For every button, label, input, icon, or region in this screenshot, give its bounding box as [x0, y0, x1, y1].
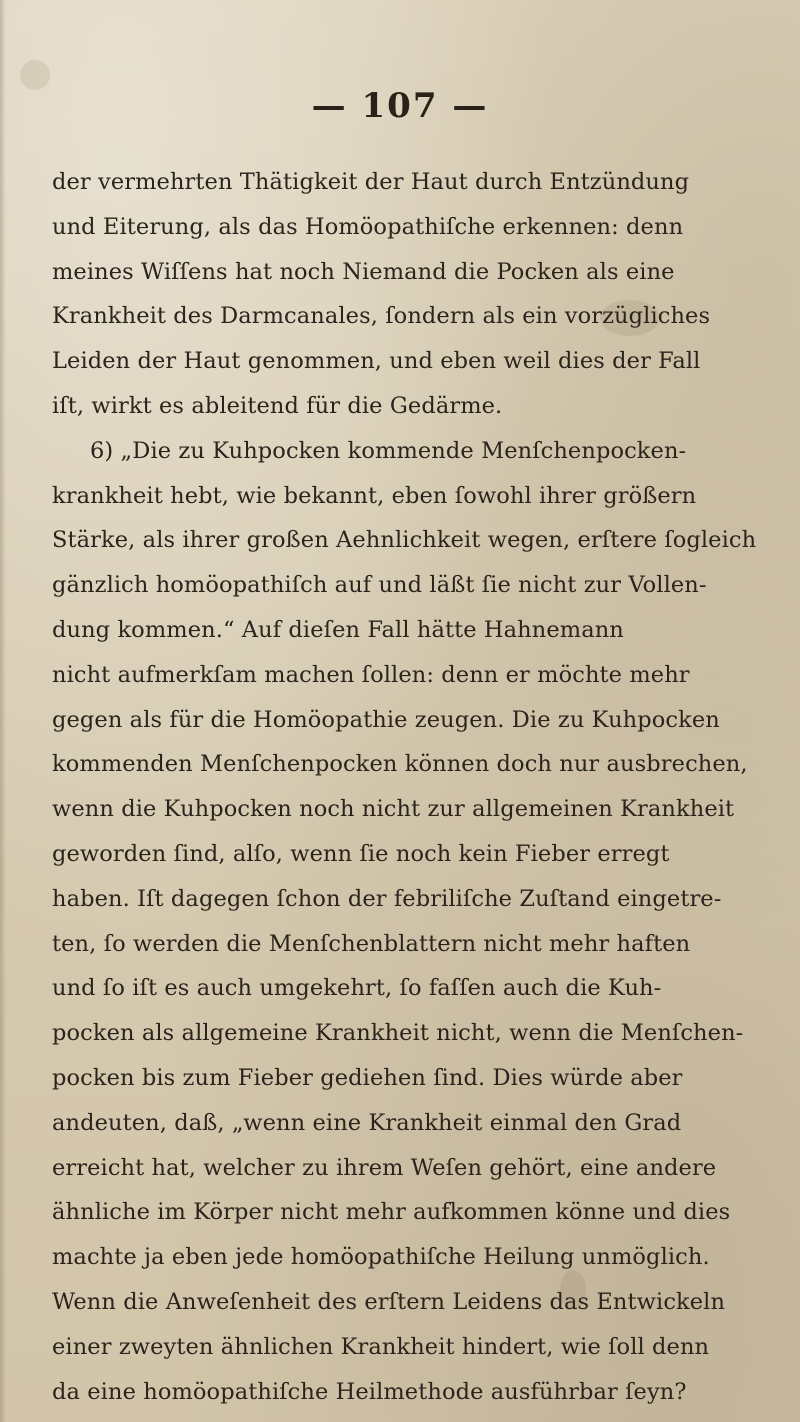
text-line: iſt, wirkt es ableitend für die Gedärme.	[52, 392, 503, 419]
text-line: gegen als für die Homöopathie zeugen. Die zu Kuhpocken	[52, 706, 720, 733]
text-line: 6) „Die zu Kuhpocken kommende Menſchenpocken-	[90, 437, 687, 464]
text-line: wenn die Kuhpocken noch nicht zur allgemeinen Krankheit	[52, 796, 735, 823]
body-text	[52, 160, 757, 1414]
text-line: gänzlich homöopathiſch auf und läßt ſie nicht zur Vollen-	[52, 572, 707, 599]
text-line: Stärke, als ihrer großen Aehnlichkeit wegen, erſtere ſogleich	[52, 527, 757, 554]
page-gutter-shadow	[0, 0, 6, 1422]
text-line: ähnliche im Körper nicht mehr aufkommen könne und dies	[52, 1199, 731, 1226]
text-line: da eine homöopathiſche Heilmethode ausführbar ſeyn?	[52, 1378, 687, 1405]
text-line: einer zweyten ähnlichen Krankheit hindert, wie ſoll denn	[52, 1333, 710, 1360]
text-line: haben. Iſt dagegen ſchon der febriliſche Zuſtand eingetre-	[52, 885, 722, 912]
text-line: und Eiterung, als das Homöopathiſche erkennen: denn	[52, 213, 684, 240]
text-line: dung kommen.“ Auf dieſen Fall hätte Hahnemann	[52, 616, 624, 643]
text-line: machte ja eben jede homöopathiſche Heilung unmöglich.	[52, 1244, 710, 1271]
text-line: ten, ſo werden die Menſchenblattern nicht mehr haften	[52, 930, 691, 957]
text-line: meines Wiſſens hat noch Niemand die Pocken als eine	[52, 258, 675, 285]
text-line: Leiden der Haut genommen, und eben weil dies der Fall	[52, 348, 701, 375]
text-line: krankheit hebt, wie bekannt, eben ſowohl ihrer größern	[52, 482, 697, 509]
text-line: geworden ſind, alſo, wenn ſie noch kein Fieber erregt	[52, 840, 670, 867]
text-line: der vermehrten Thätigkeit der Haut durch Entzündung	[52, 169, 690, 195]
text-line: pocken bis zum Fieber gediehen ſind. Dies würde aber	[52, 1064, 683, 1091]
text-line: Krankheit des Darmcanales, ſondern als ein vorzügliches	[52, 303, 711, 330]
text-line: nicht aufmerkſam machen ſollen: denn er möchte mehr	[52, 661, 690, 688]
page-number: — 107 —	[311, 86, 489, 126]
text-line: pocken als allgemeine Krankheit nicht, wenn die Menſchen-	[52, 1020, 744, 1047]
text-line: kommenden Menſchenpocken können doch nur ausbrechen,	[52, 751, 748, 778]
text-line: erreicht hat, welcher zu ihrem Weſen gehört, eine andere	[52, 1154, 717, 1181]
text-line: Wenn die Anweſenheit des erſtern Leidens das Entwickeln	[52, 1288, 726, 1315]
text-line: und ſo iſt es auch umgekehrt, ſo faſſen auch die Kuh-	[52, 975, 662, 1002]
text-line: andeuten, daß, „wenn eine Krankheit einmal den Grad	[52, 1109, 682, 1136]
